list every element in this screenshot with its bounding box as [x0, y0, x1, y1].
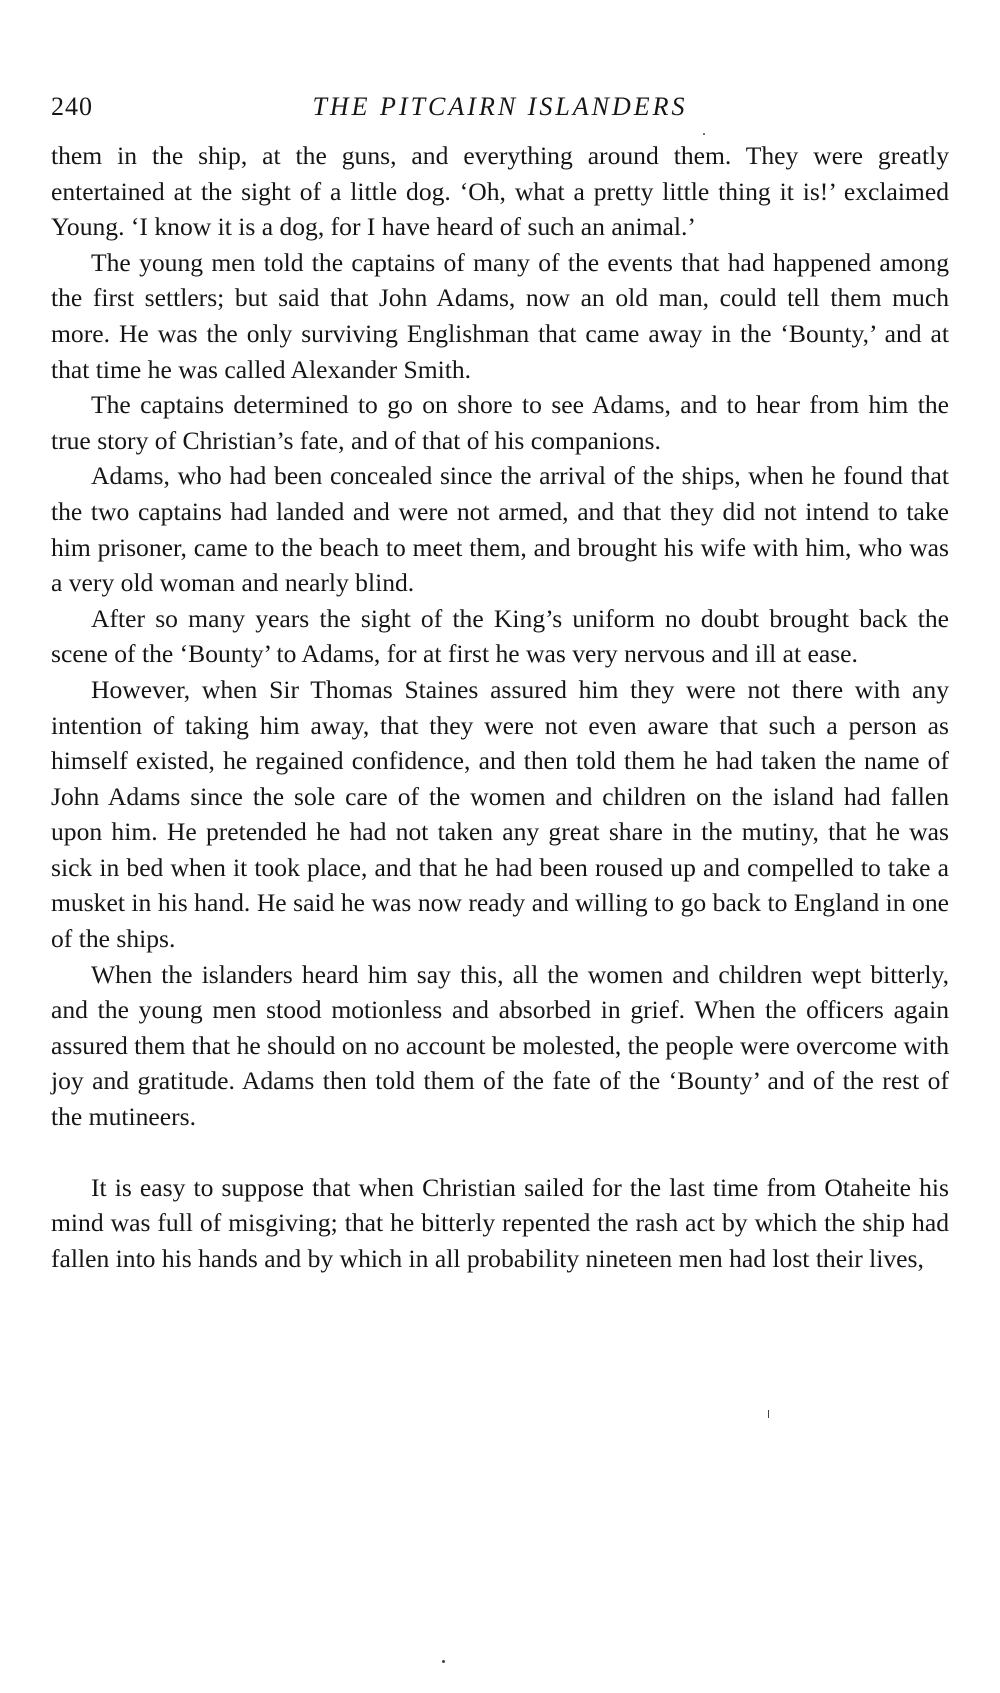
running-title: THE PITCAIRN ISLANDERS: [312, 92, 688, 121]
paragraph: After so many years the sight of the King’s uniform no doubt brought back the scene of the ‘Bounty’ to Adams, for at first he was very nervous and ill at ease.: [51, 603, 949, 669]
page-header: [51, 78, 949, 138]
body-text: [51, 138, 949, 1276]
print-speck: [442, 1660, 445, 1663]
paragraph: It is easy to suppose that when Christian sailed for the last time from Otaheite his mind was full of misgiving; that he bitterly repented the rash act by which the ship had fallen into his hands and by which in all probability nineteen men had lost their lives,: [51, 1172, 949, 1273]
paragraph: When the islanders heard him say this, all the women and children wept bitterly, and the young men stood motionless and absorbed in grief. When the officers again assured them that he should on no account be molested, the people were overcome with joy and gratitude. Adams then told them of the fate of the ‘Bounty’ and of the rest of the mutineers.: [51, 959, 949, 1132]
book-page: [51, 78, 949, 1276]
paragraph: Adams, who had been concealed since the arrival of the ships, when he found that the two captains had landed and were not armed, and that they did not intend to take him prisoner, came to the beach to meet them, and brought his wife with him, who was a very old woman and nearly blind.: [51, 461, 949, 598]
paragraph: The young men told the captains of many of the events that had happened among the first settlers; but said that John Adams, now an old man, could tell them much more. He was the only surviving Englishman that came away in the ‘Bounty,’ and at that time he was called Alexander Smith.: [51, 247, 949, 384]
paragraph: However, when Sir Thomas Staines assured him they were not there with any intention of taking him away, that they were not even aware that such a person as himself existed, he regained confidence, and then told them he had taken the name of John Adams since the sole care of the women and children on the island had fallen upon him. He pretended he had not taken any great share in the mutiny, that he was sick in bed when it took place, and that he had been roused up and compelled to take a musket in his hand. He said he was now ready and willing to go back to England in one of the ships.: [51, 674, 949, 954]
print-speck: [768, 1410, 769, 1418]
paragraph: The captains determined to go on shore to see Adams, and to hear from him the true story of Christian’s fate, and of that of his companions.: [51, 390, 949, 455]
section-break: [51, 1135, 949, 1170]
page-number: 240: [51, 92, 93, 121]
print-speck: [703, 133, 705, 135]
paragraph: them in the ship, at the guns, and everything around them. They were greatly entertained at the sight of a little dog. ‘Oh, what a pretty little thing it is!’ exclaimed Young. ‘I know it is a dog, for I have heard of such an animal.’: [51, 141, 949, 242]
